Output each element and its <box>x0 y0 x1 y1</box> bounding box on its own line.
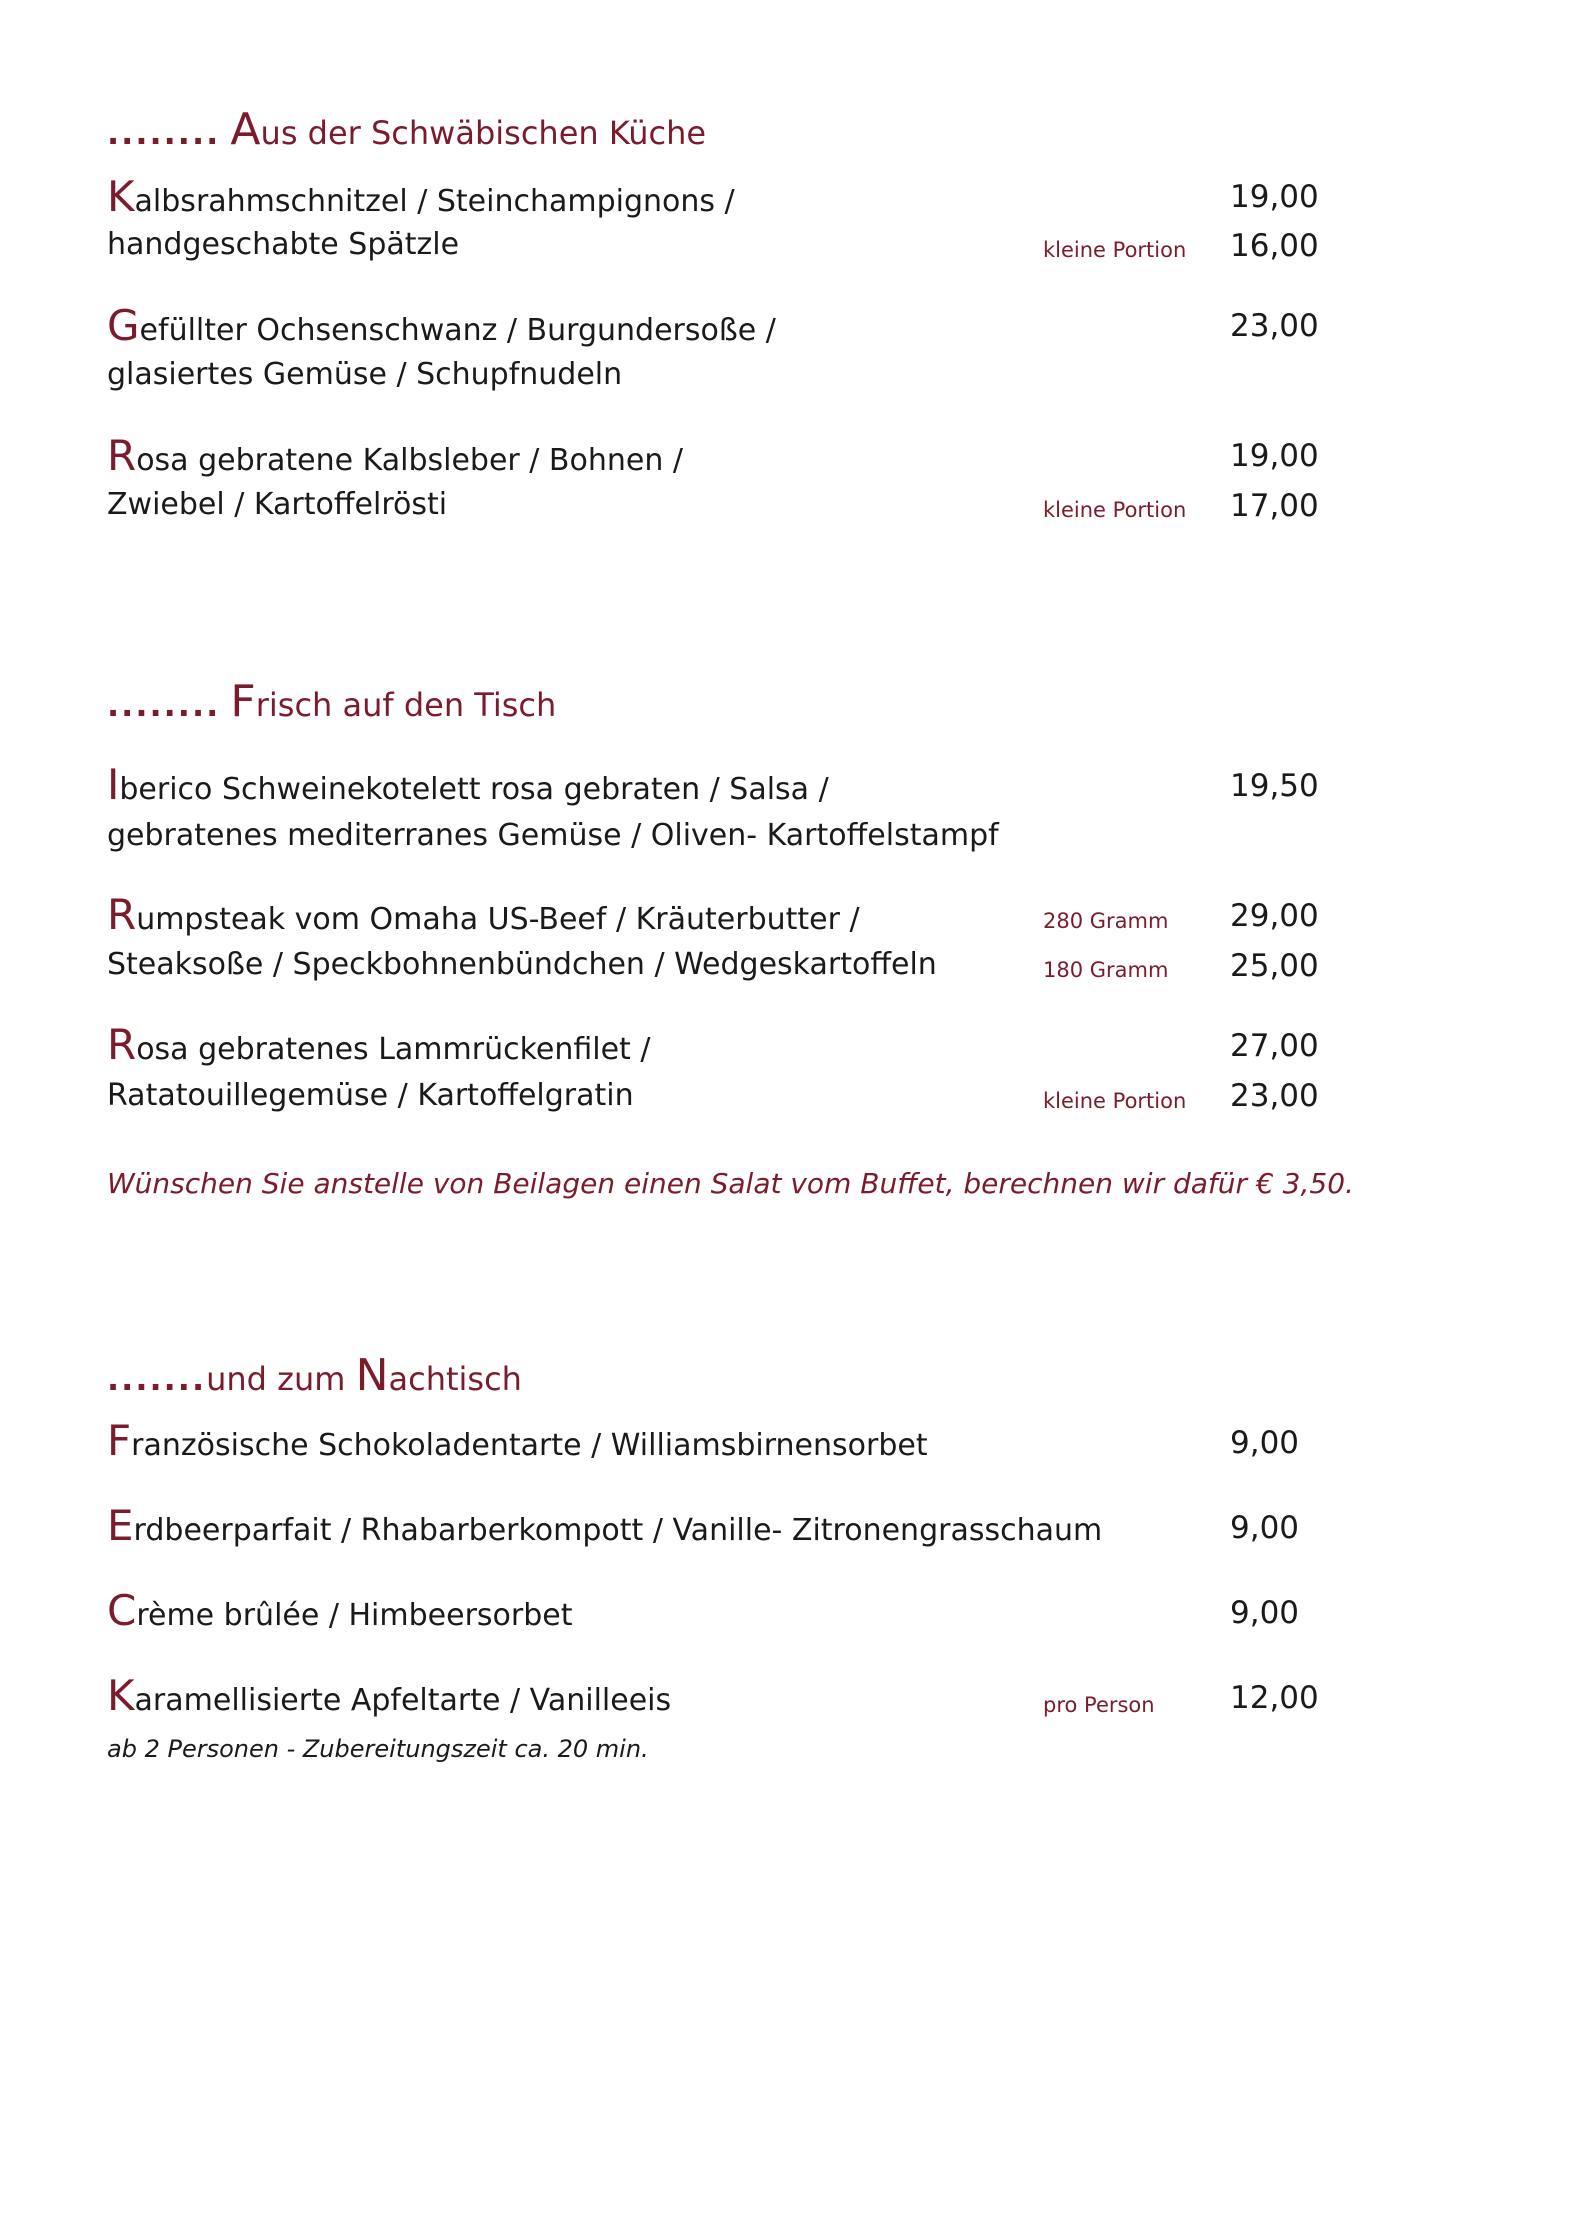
item-price: 23,00 <box>1230 308 1319 344</box>
section-header-schwaebische-kueche <box>107 104 707 155</box>
item-size-label: pro Person <box>1043 1693 1155 1717</box>
item-size-label: 180 Gramm <box>1043 958 1169 982</box>
menu-item-name <box>107 431 683 480</box>
item-name-line1: umpsteak vom Omaha US-Beef / Kräuterbutter / <box>136 902 860 937</box>
item-price: 9,00 <box>1230 1425 1300 1461</box>
item-price-small: 23,00 <box>1230 1078 1319 1114</box>
item-size-label: kleine Portion <box>1043 238 1187 262</box>
item-name-line1: aramellisierte Apfeltarte / Vanilleeis <box>134 1683 672 1718</box>
section-dots: ........ <box>107 686 221 724</box>
section-initial: F <box>230 676 256 727</box>
item-name-line2: Steaksoße / Speckbohnenbündchen / Wedgeskartoffeln <box>107 947 937 982</box>
item-name-line2: gebratenes mediterranes Gemüse / Oliven- Kartoffelstampf <box>107 818 999 853</box>
section-title: us der Schwäbischen Küche <box>260 114 707 152</box>
section-initial: A <box>230 104 261 155</box>
menu-item-name <box>107 890 860 939</box>
menu-item-name <box>107 1020 651 1069</box>
menu-item-name <box>107 172 735 221</box>
item-price: 9,00 <box>1230 1510 1300 1546</box>
section-title: risch auf den Tisch <box>255 686 557 724</box>
section-title-prefix: und zum <box>206 1360 356 1398</box>
item-price: 9,00 <box>1230 1595 1300 1631</box>
item-price: 19,50 <box>1230 768 1319 804</box>
menu-item-name <box>107 1586 573 1635</box>
menu-item-name <box>107 1671 672 1720</box>
item-size-label: kleine Portion <box>1043 1089 1187 1113</box>
item-name-line1: albsrahmschnitzel / Steinchampignons / <box>134 184 735 219</box>
item-initial: R <box>107 1020 137 1069</box>
item-name-line1: efüllter Ochsenschwanz / Burgundersoße / <box>139 313 776 348</box>
section-header-nachtisch <box>107 1350 522 1401</box>
item-price: 19,00 <box>1230 179 1319 215</box>
item-name-line1: osa gebratenes Lammrückenfilet / <box>136 1032 651 1067</box>
menu-item-name <box>107 301 776 350</box>
item-name-line1: rdbeerparfait / Rhabarberkompott / Vanille- Zitronengrasschaum <box>133 1513 1103 1548</box>
item-price: 29,00 <box>1230 898 1319 934</box>
item-initial: R <box>107 431 137 480</box>
item-initial: R <box>107 890 137 939</box>
item-name-line2: Ratatouillegemüse / Kartoffelgratin <box>107 1078 634 1113</box>
item-price-small: 25,00 <box>1230 948 1319 984</box>
menu-item-name <box>107 760 829 809</box>
section-dots: ........ <box>107 114 221 152</box>
item-initial: K <box>107 172 135 221</box>
item-name-line2: Zwiebel / Kartoffelrösti <box>107 487 448 522</box>
item-subnote: ab 2 Personen - Zubereitungszeit ca. 20 min. <box>107 1735 649 1763</box>
item-initial: E <box>107 1501 134 1550</box>
section-dots: ....... <box>107 1360 207 1398</box>
item-initial: G <box>107 301 140 350</box>
section-title: achtisch <box>388 1360 522 1398</box>
item-name-line2: glasiertes Gemüse / Schupfnudeln <box>107 357 623 392</box>
menu-item-name <box>107 1416 928 1465</box>
item-name-line1: ranzösische Schokoladentarte / Williamsbirnensorbet <box>131 1428 928 1463</box>
item-size-label: 280 Gramm <box>1043 909 1169 933</box>
item-name-line1: rème brûlée / Himbeersorbet <box>136 1598 573 1633</box>
item-price-small: 16,00 <box>1230 228 1319 264</box>
item-name-line1: berico Schweinekotelett rosa gebraten / Salsa / <box>119 772 829 807</box>
menu-item-name <box>107 1501 1103 1550</box>
item-name-line2: handgeschabte Spätzle <box>107 227 460 262</box>
item-price: 27,00 <box>1230 1028 1319 1064</box>
salad-note: Wünschen Sie anstelle von Beilagen einen Salat vom Buffet, berechnen wir dafür € 3,50. <box>107 1167 1354 1200</box>
item-initial: K <box>107 1671 135 1720</box>
item-price: 12,00 <box>1230 1680 1319 1716</box>
section-initial: N <box>355 1350 389 1401</box>
section-header-frisch-auf-den-tisch <box>107 676 557 727</box>
item-initial: F <box>107 1416 132 1465</box>
item-price: 19,00 <box>1230 438 1319 474</box>
item-size-label: kleine Portion <box>1043 498 1187 522</box>
item-initial: I <box>107 760 120 809</box>
item-initial: C <box>107 1586 137 1635</box>
item-name-line1: osa gebratene Kalbsleber / Bohnen / <box>136 443 683 478</box>
item-price-small: 17,00 <box>1230 488 1319 524</box>
